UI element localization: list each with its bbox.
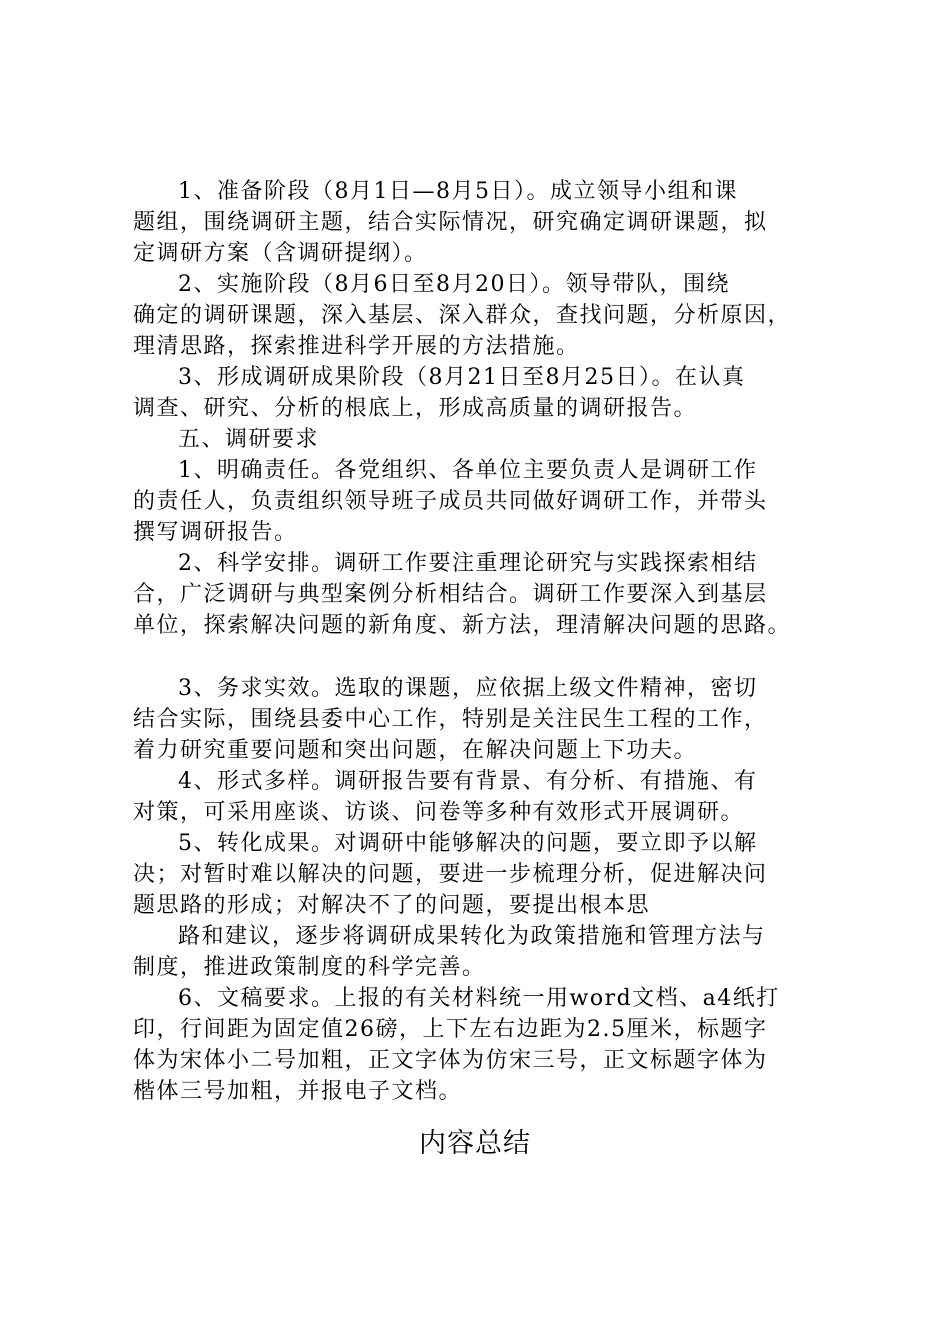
paragraph-line: 单位，探索解决问题的新角度、新方法，理清解决问题的思路。 [133, 613, 792, 638]
paragraph-line: 决；对暂时难以解决的问题，要进一步梳理分析，促进解决问 [133, 862, 768, 887]
paragraph-line: 题组，围绕调研主题，结合实际情况，研究确定调研课题，拟 [133, 210, 768, 235]
paragraph-line: 印，行间距为固定值26磅，上下左右边距为2.5厘米，标题字 [133, 1017, 768, 1042]
paragraph-line: 理清思路，探索推进科学开展的方法措施。 [133, 334, 580, 359]
paragraph-line: 6、文稿要求。上报的有关材料统一用word文档、a4纸打 [178, 986, 780, 1011]
paragraph-line: 2、科学安排。调研工作要注重理论研究与实践探索相结 [178, 551, 758, 576]
paragraph-line: 着力研究重要问题和突出问题，在解决问题上下功夫。 [133, 738, 698, 763]
summary-title: 内容总结 [419, 1128, 531, 1159]
paragraph-line: 4、形式多样。调研报告要有背景、有分析、有措施、有 [178, 769, 758, 794]
paragraph-line: 合，广泛调研与典型案例分析相结合。调研工作要深入到基层 [133, 582, 768, 607]
paragraph-line: 的责任人，负责组织领导班子成员共同做好调研工作，并带头 [133, 489, 768, 514]
paragraph-line: 确定的调研课题，深入基层、深入群众，查找问题，分析原因， [133, 303, 792, 328]
paragraph-line: 体为宋体小二号加粗，正文字体为仿宋三号，正文标题字体为 [133, 1048, 768, 1073]
section-heading: 五、调研要求 [178, 427, 320, 452]
paragraph-line: 5、转化成果。对调研中能够解决的问题，要立即予以解 [178, 831, 758, 856]
paragraph-line: 3、形成调研成果阶段（8月21日至8月25日）。在认真 [178, 365, 746, 390]
paragraph-line: 2、实施阶段（8月6日至8月20日）。领导带队，围绕 [178, 272, 730, 297]
paragraph-line: 调查、研究、分析的根底上，形成高质量的调研报告。 [133, 396, 698, 421]
paragraph-line: 路和建议，逐步将调研成果转化为政策措施和管理方法与 [178, 924, 766, 949]
paragraph-line: 1、明确责任。各党组织、各单位主要负责人是调研工作 [178, 458, 758, 483]
paragraph-line: 对策，可采用座谈、访谈、问卷等多种有效形式开展调研。 [133, 800, 745, 825]
paragraph-line: 结合实际，围绕县委中心工作，特别是关注民生工程的工作， [133, 707, 768, 732]
paragraph-line: 制度，推进政策制度的科学完善。 [133, 955, 486, 980]
paragraph-line: 定调研方案（含调研提纲）。 [133, 241, 428, 266]
paragraph-line: 1、准备阶段（8月1日—8月5日）。成立领导小组和课 [178, 179, 738, 204]
paragraph-line: 撰写调研报告。 [133, 520, 298, 545]
paragraph-line: 3、务求实效。选取的课题，应依据上级文件精神，密切 [178, 676, 758, 701]
paragraph-line: 楷体三号加粗，并报电子文档。 [133, 1079, 463, 1104]
paragraph-line: 题思路的形成；对解决不了的问题，要提出根本思 [133, 893, 651, 918]
